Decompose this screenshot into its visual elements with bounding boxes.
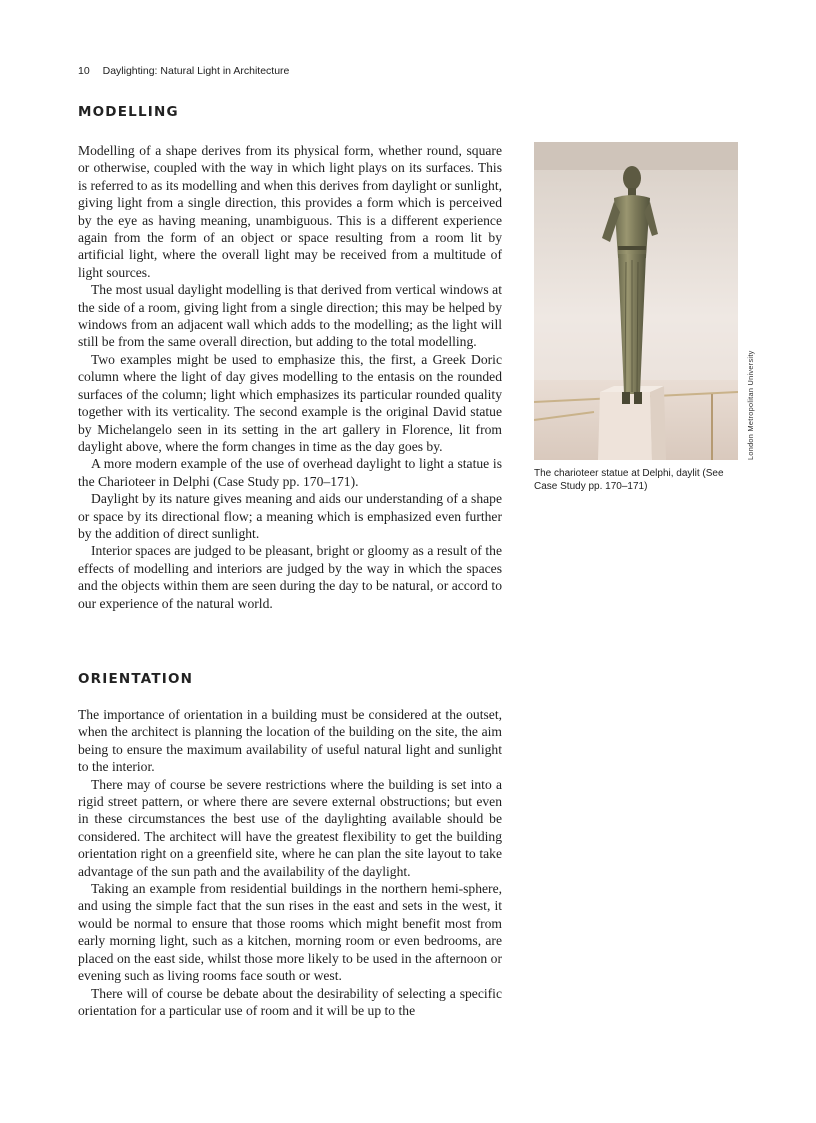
- page-number: 10: [78, 65, 90, 77]
- paragraph: Interior spaces are judged to be pleasant, bright or gloomy as a result of the effects of modelling and interiors are judged by the way in which the spaces and the objects within them are seen during the day to be natural, or accord to our experience of the natural world.: [78, 543, 502, 611]
- paragraph: The most usual daylight modelling is that derived from vertical windows at the side of a room, giving light from a single direction; this may be helped by windows from an adjacent wall which adds to the modelling; as the light will still be from the same overall direction, but adding to the total modelling.: [78, 282, 502, 350]
- paragraph: Daylight by its nature gives meaning and aids our understanding of a shape or space by its directional flow; a meaning which is emphasized even further by the addition of direct sunlight.: [78, 491, 502, 541]
- photo-credit: London Metropolitan University: [746, 350, 755, 460]
- running-title: Daylighting: Natural Light in Architecture: [102, 65, 290, 77]
- orientation-body: [78, 706, 502, 1019]
- paragraph: There will of course be debate about the desirability of selecting a specific orientation for a particular use of room and it will be up to the: [78, 985, 502, 1018]
- charioteer-photo: [534, 142, 738, 460]
- orientation-heading: ORIENTATION: [78, 671, 194, 687]
- paragraph: A more modern example of the use of overhead daylight to light a statue is the Charioteer in Delphi (Case Study pp. 170–171).: [78, 456, 502, 489]
- paragraph: Taking an example from residential buildings in the northern hemi-sphere, and using the simple fact that the sun rises in the east and sets in the west, it would be normal to ensure that those rooms which might benefit most from early morning light, such as a kitchen, morning room or even bedrooms, are placed on the east side, whilst those more likely to be used in the afternoon or evening such as living rooms face south or west.: [78, 881, 502, 984]
- paragraph: Two examples might be used to emphasize this, the first, a Greek Doric column where the light of day gives modelling to the entasis on the rounded surfaces of the column; light which emphasizes its particular rounded quality together with its verticality. The second example is the original David statue by Michelangelo seen in its setting in the art gallery in Florence, lit from daylight above, where the form changes in time as the day goes by.: [78, 351, 502, 454]
- paragraph: Modelling of a shape derives from its physical form, whether round, square or otherwise, coupled with the way in which light plays on its surfaces. This is referred to as its modelling and when this derives from daylight or sunlight, giving light from a single direction, this provides a form which is perceived by the eye as having meaning, unambiguous. This is a different experience again from the form of an object or space resulting from a room lit by artificial light, where the overall light may be received from a multitude of light sources.: [78, 143, 502, 280]
- running-head: [78, 65, 289, 77]
- paragraph: The importance of orientation in a building must be considered at the outset, when the architect is planning the location of the building on the site, the aim being to ensure the maximum availability of useful natural light and sunlight to the interior.: [78, 707, 502, 775]
- modelling-body: [78, 142, 502, 612]
- figure-caption: The charioteer statue at Delphi, daylit (See Case Study pp. 170–171): [534, 468, 724, 492]
- modelling-heading: MODELLING: [78, 104, 179, 120]
- paragraph: There may of course be severe restrictions where the building is set into a rigid street pattern, or where there are severe external obstructions; but even in these circumstances the best use of the daylighting available should be considered. The architect will have the greatest flexibility to get the building orientation right on a greenfield site, where he can plan the site layout to take advantage of the sun path and the availability of the daylight.: [78, 776, 502, 879]
- statue-illustration: [534, 142, 738, 460]
